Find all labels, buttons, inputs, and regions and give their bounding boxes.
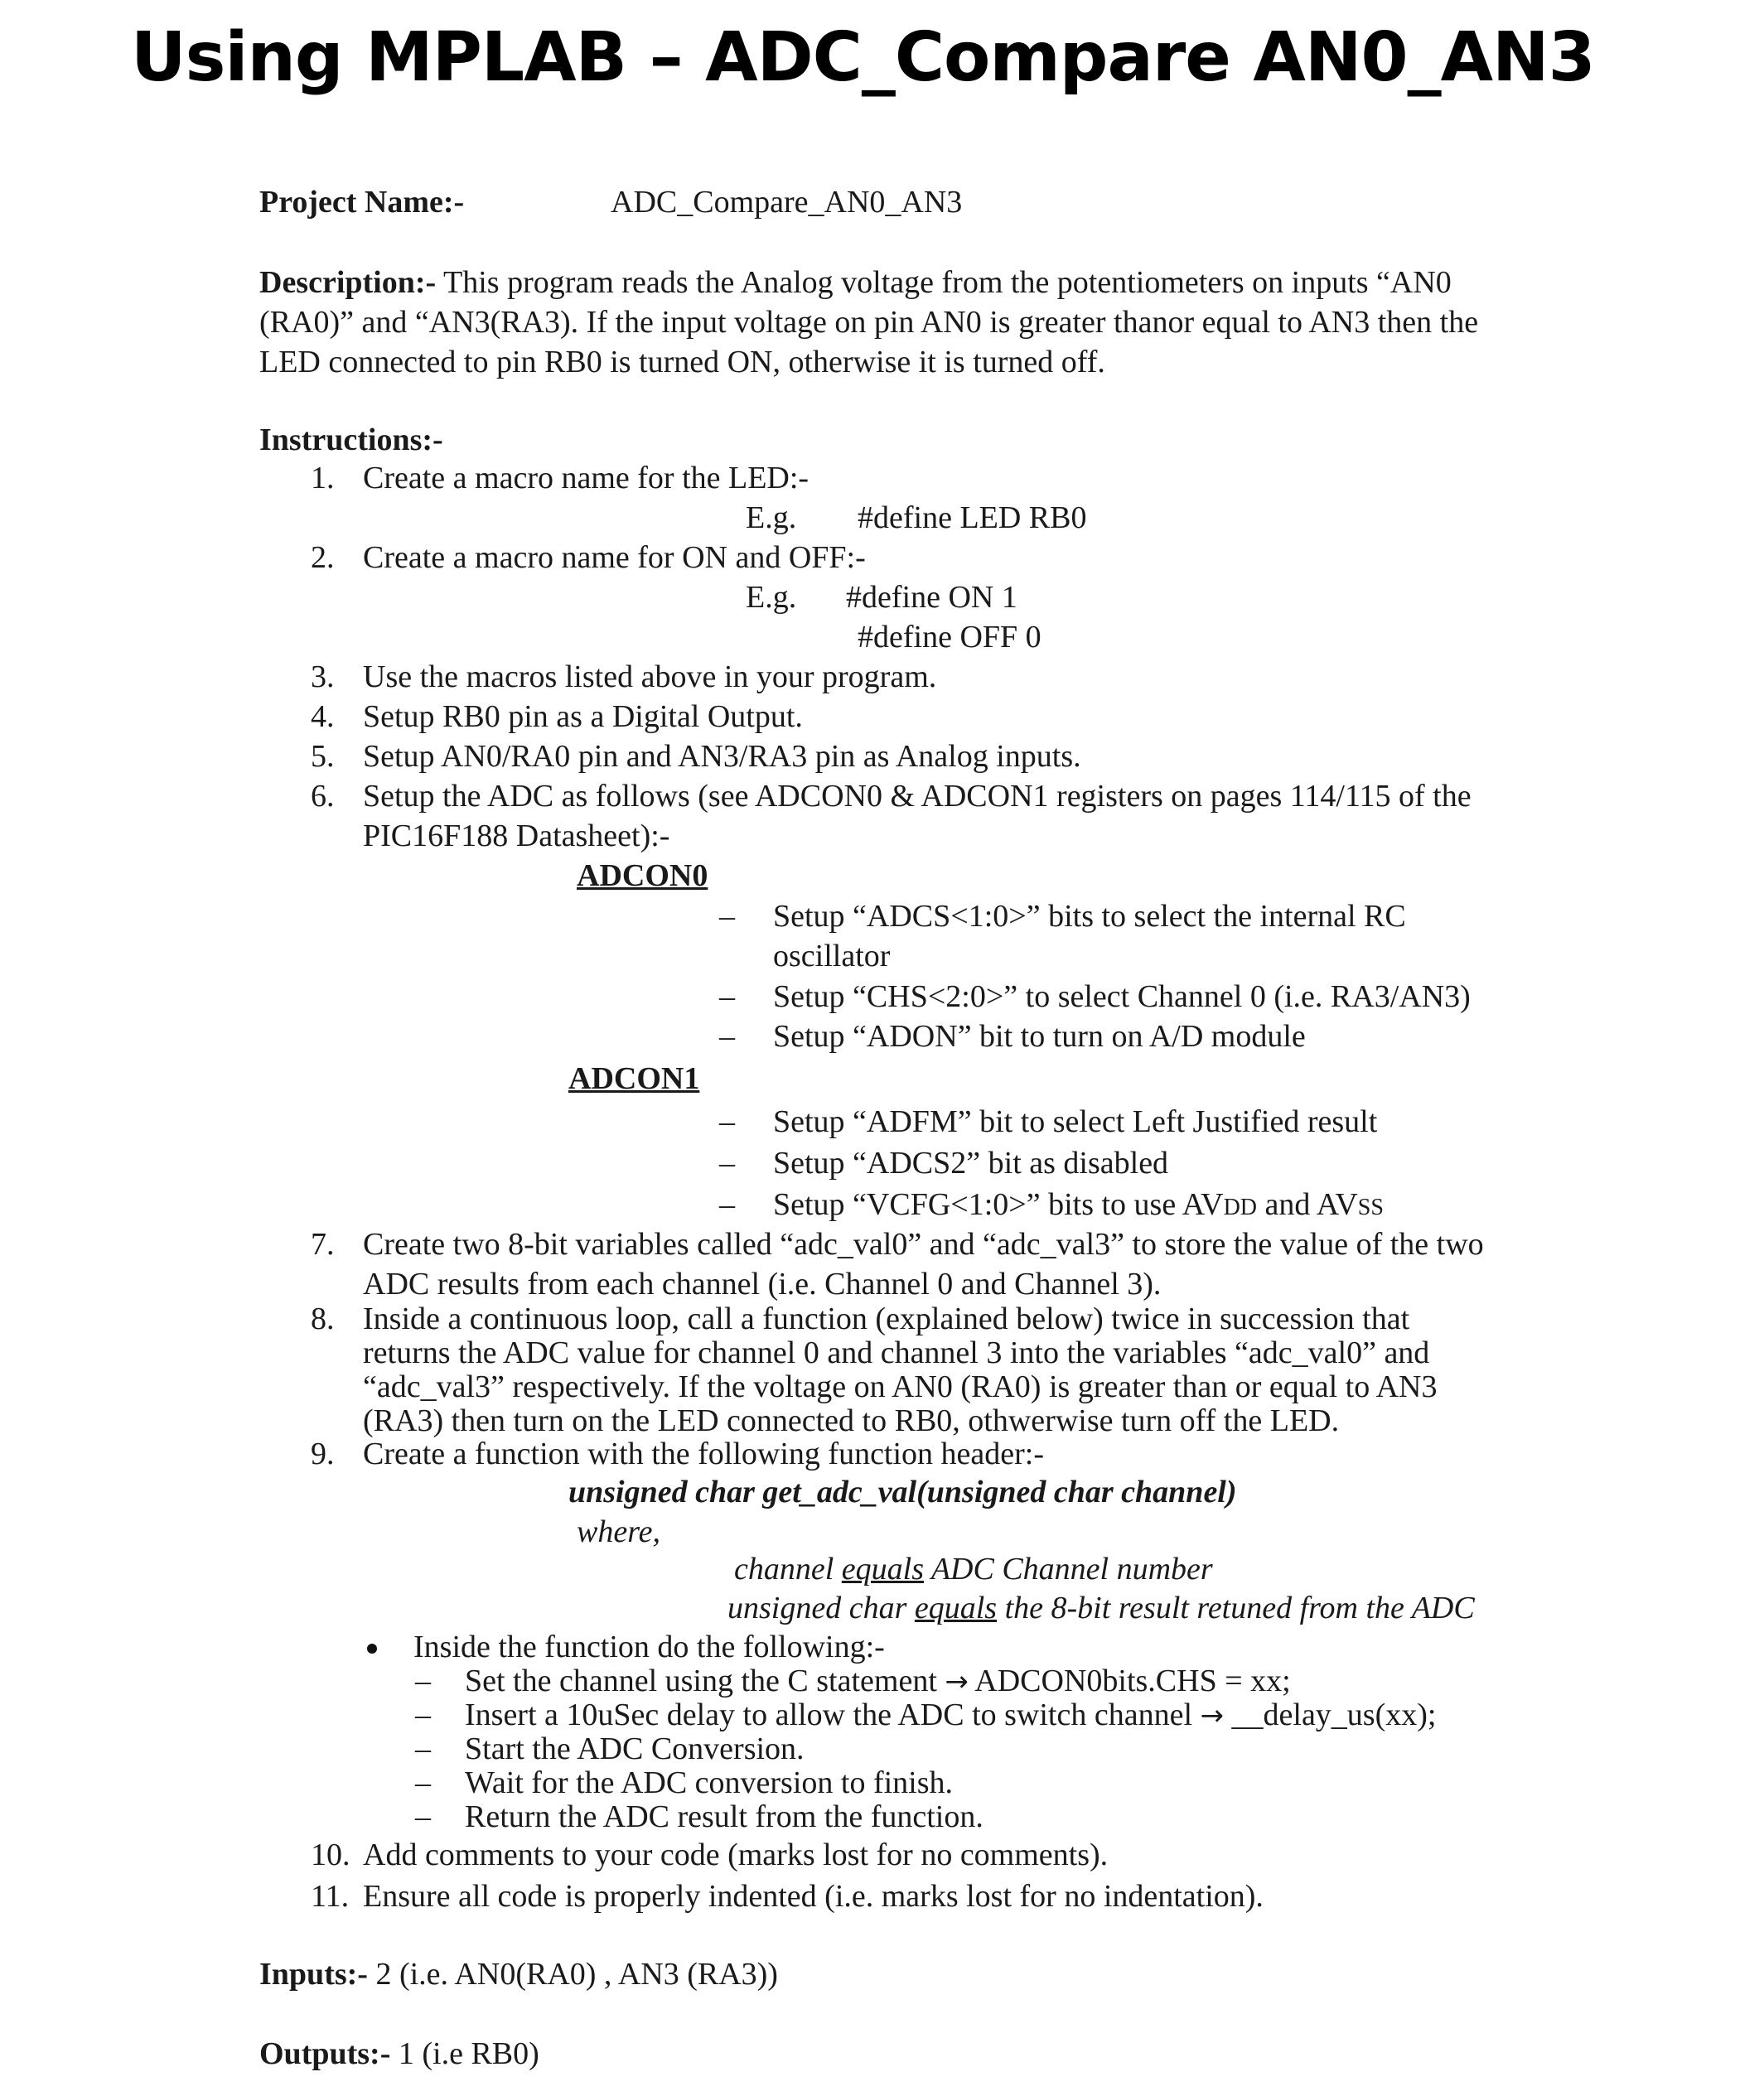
dash: –: [719, 1019, 735, 1054]
inside-step-4: Wait for the ADC conversion to finish.: [465, 1765, 954, 1800]
inputs-label: Inputs:-: [259, 1957, 368, 1992]
description-line-3: LED connected to pin RB0 is turned ON, otherwise it is turned off.: [259, 345, 1105, 379]
inside-function-bullet: Inside the function do the following:-: [413, 1630, 885, 1664]
item-7-text-cont: ADC results from each channel (i.e. Channel 0 and Channel 3).: [363, 1267, 1162, 1302]
adcon0-heading: ADCON0: [577, 858, 708, 893]
item-11-number: 11.: [311, 1879, 350, 1914]
inside-step-2: Insert a 10uSec delay to allow the ADC to switch channel → __delay_us(xx);: [465, 1698, 1437, 1732]
item-8-text-cont-2: “adc_val3” respectively. If the voltage on AN0 (RA0) is greater than or equal to AN3: [363, 1369, 1438, 1404]
dash: –: [719, 1187, 735, 1222]
item-8-number: 8.: [311, 1302, 335, 1336]
item-5-text: Setup AN0/RA0 pin and AN3/RA3 pin as Analog inputs.: [363, 739, 1081, 774]
item-2-number: 2.: [311, 540, 335, 575]
item-1-text: Create a macro name for the LED:-: [363, 461, 810, 495]
eg2-label: E.g.: [746, 580, 797, 615]
adcon1-bullet-2: Setup “ADCS2” bit as disabled: [773, 1146, 1169, 1181]
item-1-number: 1.: [311, 461, 335, 495]
item-10-number: 10.: [311, 1838, 350, 1872]
item-3-number: 3.: [311, 659, 335, 694]
inside-step-3: Start the ADC Conversion.: [465, 1731, 805, 1766]
item-9-text: Create a function with the following function header:-: [363, 1437, 1045, 1471]
item-6-number: 6.: [311, 779, 335, 814]
dash: –: [415, 1731, 431, 1766]
project-label: Project Name:-: [259, 185, 465, 220]
item-9-number: 9.: [311, 1437, 335, 1471]
item-7-number: 7.: [311, 1227, 335, 1262]
slide-title: Using MPLAB – ADC_Compare AN0_AN3: [131, 18, 1595, 97]
dash: –: [719, 1146, 735, 1181]
function-header: unsigned char get_adc_val(unsigned char channel): [568, 1475, 1237, 1509]
outputs-label: Outputs:-: [259, 2036, 391, 2071]
function-where: where,: [577, 1514, 660, 1549]
description-line-1: Description:- This program reads the Analog voltage from the potentiometers on inputs “AN0: [259, 265, 1452, 300]
dash: –: [415, 1765, 431, 1800]
item-8-text-cont-3: (RA3) then turn on the LED connected to RB0, othwerwise turn off the LED.: [363, 1403, 1340, 1438]
inside-step-5: Return the ADC result from the function.: [465, 1799, 983, 1834]
eg2-code-2: #define OFF 0: [858, 620, 1041, 654]
adcon1-bullet-3: Setup “VCFG<1:0>” bits to use AVDD and AVSS: [773, 1187, 1384, 1222]
item-6-text: Setup the ADC as follows (see ADCON0 & ADCON1 registers on pages 114/115 of the: [363, 779, 1472, 814]
eg1-code: #define LED RB0: [858, 500, 1087, 535]
item-3-text: Use the macros listed above in your program.: [363, 659, 937, 694]
arrow-right-icon: →: [945, 1665, 969, 1698]
dash: –: [719, 979, 735, 1014]
dash: –: [719, 899, 735, 934]
adcon0-bullet-2: Setup “CHS<2:0>” to select Channel 0 (i.e. RA3/AN3): [773, 979, 1471, 1014]
item-8-text-cont-1: returns the ADC value for channel 0 and channel 3 into the variables “adc_val0” and: [363, 1335, 1430, 1370]
eg2-code-1: #define ON 1: [846, 580, 1017, 615]
bullet-dot: [367, 1644, 377, 1654]
outputs-value: 1 (i.e RB0): [398, 2036, 539, 2071]
description-line-2: (RA0)” and “AN3(RA3). If the input voltage on pin AN0 is greater thanor equal to AN3 then the: [259, 305, 1479, 340]
item-10-text: Add comments to your code (marks lost for no comments).: [363, 1838, 1109, 1872]
dash: –: [415, 1799, 431, 1834]
item-4-number: 4.: [311, 699, 335, 734]
inputs-value: 2 (i.e. AN0(RA0) , AN3 (RA3)): [375, 1957, 778, 1992]
item-2-text: Create a macro name for ON and OFF:-: [363, 540, 866, 575]
description-label: Description:-: [259, 265, 437, 300]
adcon0-bullet-3: Setup “ADON” bit to turn on A/D module: [773, 1019, 1306, 1054]
eg1-label: E.g.: [746, 500, 797, 535]
arrow-right-icon: →: [1200, 1699, 1225, 1732]
dash: –: [719, 1104, 735, 1139]
item-5-number: 5.: [311, 739, 335, 774]
adcon0-bullet-1: Setup “ADCS<1:0>” bits to select the internal RC: [773, 899, 1406, 934]
dash: –: [415, 1698, 431, 1732]
adcon1-bullet-1: Setup “ADFM” bit to select Left Justified result: [773, 1104, 1378, 1139]
function-def-return: unsigned char equals the 8-bit result retuned from the ADC: [727, 1591, 1475, 1625]
item-6-text-cont: PIC16F188 Datasheet):-: [363, 819, 670, 853]
inputs-line: [259, 1954, 778, 1994]
item-8-text: Inside a continuous loop, call a function (explained below) twice in succession that: [363, 1302, 1410, 1336]
instructions-label: Instructions:-: [259, 423, 443, 457]
outputs-line: [259, 2034, 539, 2074]
dash: –: [415, 1664, 431, 1698]
function-def-channel: channel equals ADC Channel number: [734, 1552, 1213, 1586]
item-7-text: Create two 8-bit variables called “adc_val0” and “adc_val3” to store the value of the two: [363, 1227, 1484, 1262]
adcon1-heading: ADCON1: [568, 1061, 700, 1096]
item-11-text: Ensure all code is properly indented (i.e. marks lost for no indentation).: [363, 1879, 1264, 1914]
project-name: ADC_Compare_AN0_AN3: [611, 185, 963, 220]
adcon0-bullet-1-cont: oscillator: [773, 939, 891, 973]
item-4-text: Setup RB0 pin as a Digital Output.: [363, 699, 803, 734]
inside-step-1: Set the channel using the C statement → ADCON0bits.CHS = xx;: [465, 1664, 1291, 1698]
